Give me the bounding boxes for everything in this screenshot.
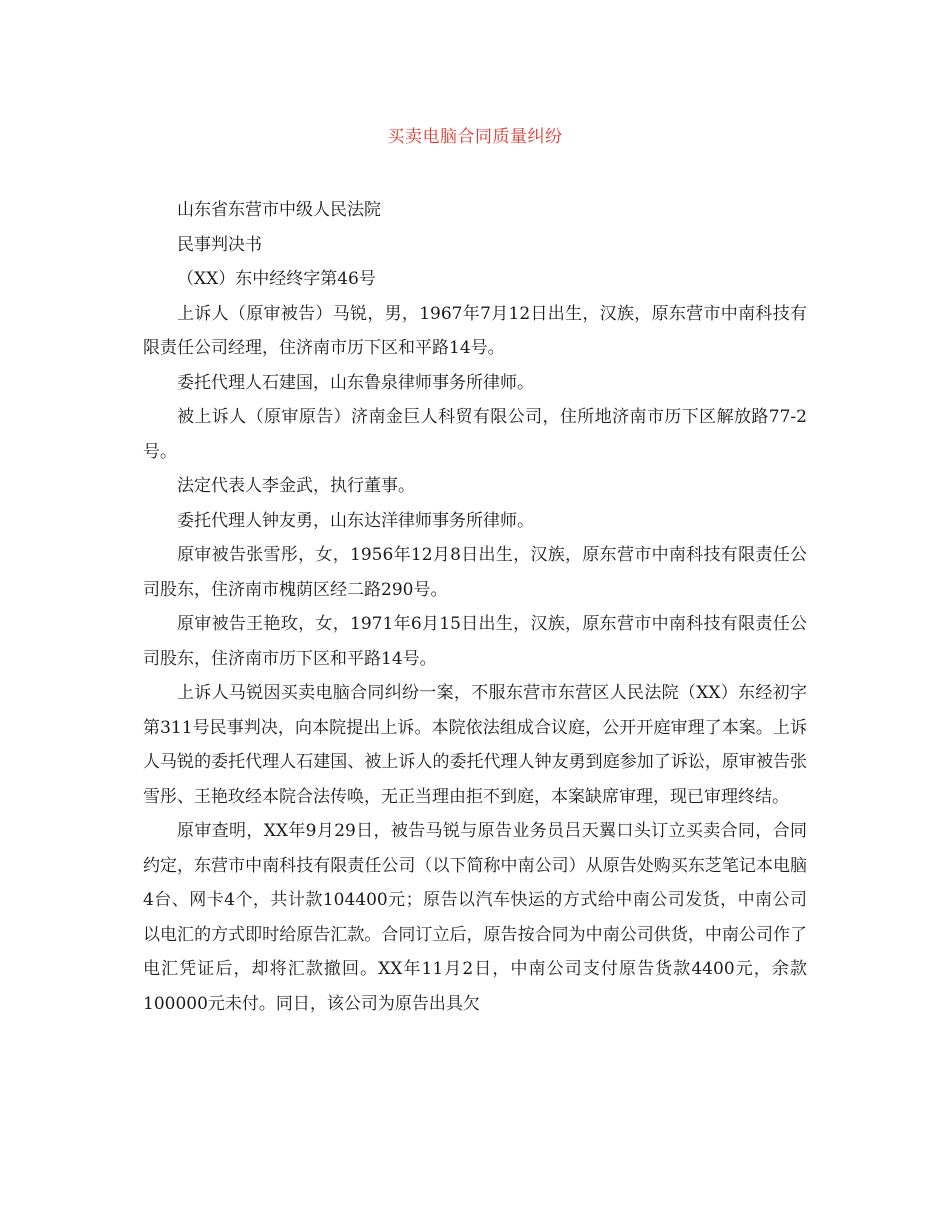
- court-name: 山东省东营市中级人民法院: [177, 200, 381, 220]
- paragraph-case-background: 上诉人马锐因买卖电脑合同纠纷一案，不服东营市东营区人民法院（XX）东经初字第311号民事判决，向本院提出上诉。本院依法组成合议庭，公开开庭审理了本案。上诉人马锐的委托代理人石建国、被上诉人的委托代理人钟友勇到庭参加了诉讼，原审被告张雪彤、王艳玫经本院合法传唤，无正当理由拒不到庭，本案缺席审理，现已审理终结。: [143, 683, 807, 807]
- paragraph-appellant-agent: 委托代理人石建国，山东鲁泉律师事务所律师。: [177, 372, 534, 393]
- paragraph-legal-representative: 法定代表人李金武，执行董事。: [177, 476, 415, 496]
- paragraph-facts: 原审查明，XX年9月29日，被告马锐与原告业务员吕天翼口头订立买卖合同，合同约定，东营市中南科技有限责任公司（以下简称中南公司）从原告处购买东芝笔记本电脑4台、网卡4个，共计款104400元；原告以汽车快运的方式给中南公司发货，中南公司以电汇的方式即时给原告汇款。合同订立后，原告按合同为中南公司供货，中南公司作了电汇凭证后，却将汇款撤回。XX年11月2日，中南公司支付原告货款4400元，余款100000元未付。同日，该公司为原告出具欠: [143, 821, 807, 1014]
- case-number: （XX）东中经终字第46号: [177, 269, 376, 289]
- paragraph-appellee-agent: 委托代理人钟友勇，山东达洋律师事务所律师。: [177, 510, 534, 531]
- document-title: 买卖电脑合同质量纠纷: [387, 127, 563, 147]
- document-body: [143, 193, 807, 1021]
- paragraph-appellee: 被上诉人（原审原告）济南金巨人科贸有限公司，住所地济南市历下区解放路77-2号。: [143, 407, 807, 462]
- paragraph-defendant-zhang: 原审被告张雪彤，女，1956年12月8日出生，汉族，原东营市中南科技有限责任公司股东，住济南市槐荫区经二路290号。: [143, 545, 807, 600]
- paragraph-appellant: 上诉人（原审被告）马锐，男，1967年7月12日出生，汉族，原东营市中南科技有限责任公司经理，住济南市历下区和平路14号。: [143, 303, 807, 358]
- document-type: 民事判决书: [177, 234, 262, 255]
- paragraph-defendant-wang: 原审被告王艳玫，女，1971年6月15日出生，汉族，原东营市中南科技有限责任公司股东，住济南市历下区和平路14号。: [143, 614, 807, 669]
